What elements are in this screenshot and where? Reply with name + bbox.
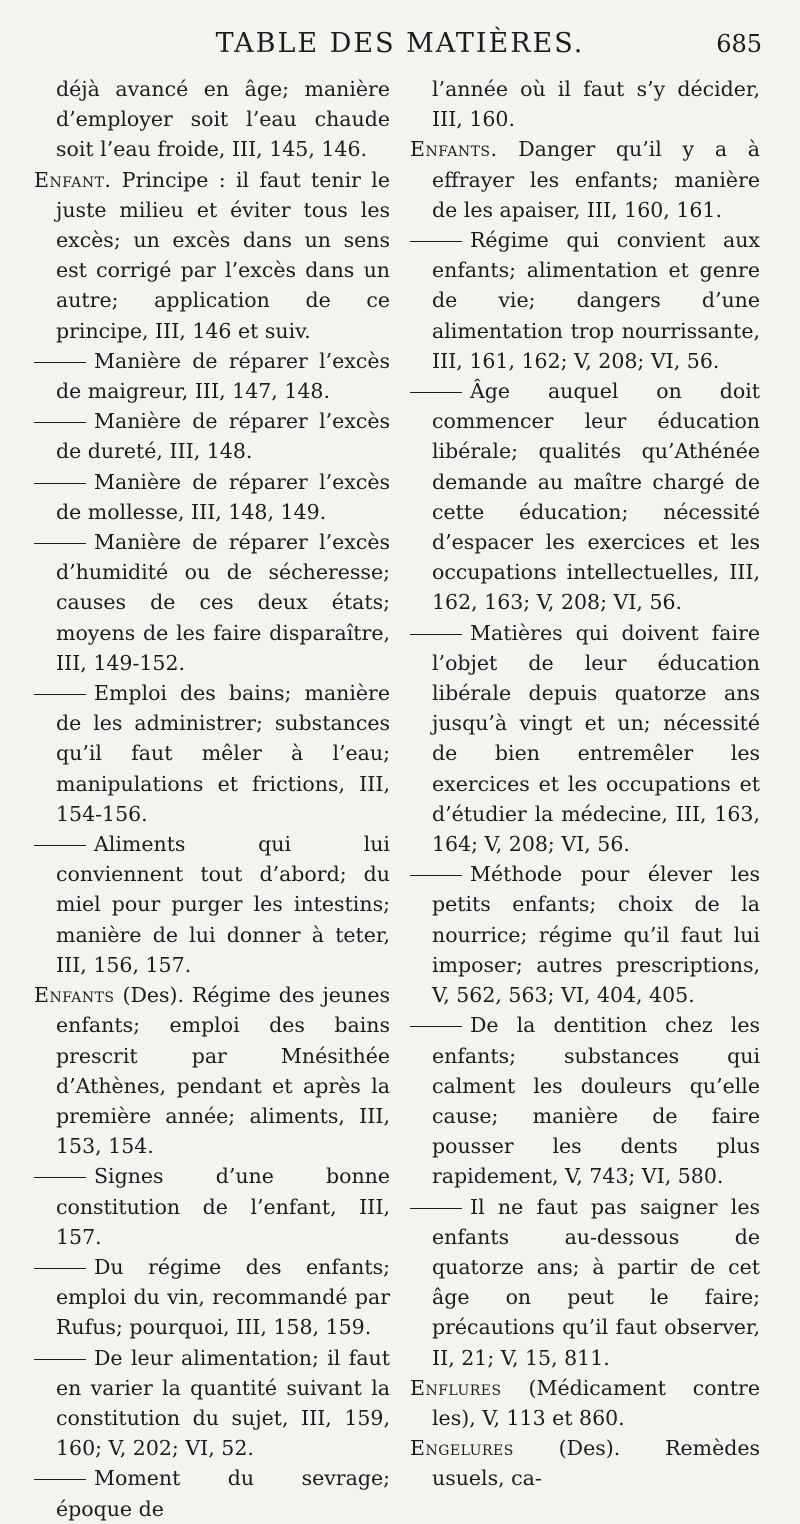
ditto-dash	[410, 241, 462, 242]
ditto-dash	[34, 483, 86, 484]
running-header	[0, 22, 800, 66]
ditto-dash	[34, 362, 86, 363]
headword: Enfants	[34, 983, 115, 1008]
ditto-dash	[410, 392, 462, 393]
index-subentry: Aliments qui lui conviennent tout d’abord; du miel pour purger les intestins; manière de lui donner à teter, III, 156, 157.	[34, 829, 390, 980]
page-number: 685	[716, 30, 762, 58]
index-subentry: Manière de réparer l’excès d’humidité ou de sécheresse; causes de ces deux états; moyens de les faire disparaître, III, 149-152.	[34, 527, 390, 678]
index-subentry: Il ne faut pas saigner les enfants au-dessous de quatorze ans; à partir de cet âge on peut le faire; précautions qu’il faut observer, II, 21; V, 15, 811.	[410, 1192, 760, 1373]
index-subentry: Âge auquel on doit commencer leur éducation libérale; qualités qu’Athénée demande au maître chargé de cette éducation; nécessité d’espacer les exercices et les occupations intellectuelles, III, 162, 163; V, 208; VI, 56.	[410, 376, 760, 618]
ditto-dash	[410, 875, 462, 876]
headword: Engelures	[410, 1436, 514, 1461]
ditto-dash	[410, 1208, 462, 1209]
headword: Enfants.	[410, 137, 498, 162]
index-subentry: Emploi des bains; manière de les administrer; substances qu’il faut mêler à l’eau; manipulations et frictions, III, 154-156.	[34, 678, 390, 829]
index-heading-entry: Enfant. Principe : il faut tenir le juste milieu et éviter tous les excès; un excès dans un sens est corrigé par l’excès dans un autre; application de ce principe, III, 146 et suiv.	[34, 167, 390, 343]
index-subentry: Manière de réparer l’excès de mollesse, III, 148, 149.	[34, 467, 390, 527]
ditto-dash	[410, 634, 462, 635]
headword: Enfant.	[34, 167, 112, 192]
index-subentry: Manière de réparer l’excès de maigreur, III, 147, 148.	[34, 346, 390, 406]
ditto-dash	[34, 422, 86, 423]
ditto-dash	[34, 845, 86, 846]
index-subentry: Signes d’une bonne constitution de l’enfant, III, 157.	[34, 1161, 390, 1252]
index-heading-entry: Enflures (Médicament contre les), V, 113 et 860.	[410, 1375, 760, 1430]
ditto-dash	[34, 543, 86, 544]
ditto-dash	[34, 1268, 86, 1269]
headword: Enflures	[410, 1375, 502, 1400]
index-subentry: Manière de réparer l’excès de dureté, III, 148.	[34, 406, 390, 466]
ditto-dash	[34, 1359, 86, 1360]
ditto-dash	[34, 694, 86, 695]
left-column	[34, 74, 390, 1524]
index-subentry: Régime qui convient aux enfants; alimentation et genre de vie; dangers d’une alimentation trop nourrissante, III, 161, 162; V, 208; VI, 56.	[410, 225, 760, 376]
index-subentry: Du régime des enfants; emploi du vin, recommandé par Rufus; pourquoi, III, 158, 159.	[34, 1252, 390, 1343]
ditto-dash	[410, 1026, 462, 1027]
index-heading-entry: Engelures (Des). Remèdes usuels, ca-	[410, 1436, 760, 1491]
index-subentry: Matières qui doivent faire l’objet de leur éducation libérale depuis quatorze ans jusqu’à vingt et un; nécessité de bien entremêler les exercices et les occupations et d’étudier la médecine, III, 163, 164; V, 208; VI, 56.	[410, 618, 760, 860]
index-heading-entry: Enfants. Danger qu’il y a à effrayer les enfants; manière de les apaiser, III, 160, 161.	[410, 137, 760, 222]
index-entry: l’année où il faut s’y décider, III, 160.	[432, 77, 760, 132]
index-subentry: Moment du sevrage; époque de	[34, 1463, 390, 1523]
index-entry: déjà avancé en âge; manière d’employer soit l’eau chaude soit l’eau froide, III, 145, 146.	[56, 77, 390, 162]
index-subentry: Méthode pour élever les petits enfants; choix de la nourrice; régime qu’il faut lui imposer; autres prescriptions, V, 562, 563; VI, 404, 405.	[410, 859, 760, 1010]
index-heading-entry: Enfants (Des). Régime des jeunes enfants; emploi des bains prescrit par Mnésithée d’Athènes, pendant et après la première année; aliments, III, 153, 154.	[34, 983, 390, 1159]
index-subentry: De leur alimentation; il faut en varier la quantité suivant la constitution du sujet, III, 159, 160; V, 202; VI, 52.	[34, 1343, 390, 1464]
index-subentry: De la dentition chez les enfants; substances qui calment les douleurs qu’elle cause; manière de faire pousser les dents plus rapidement, V, 743; VI, 580.	[410, 1010, 760, 1191]
ditto-dash	[34, 1479, 86, 1480]
right-column	[410, 74, 760, 1494]
page-title: TABLE DES MATIÈRES.	[215, 28, 585, 59]
ditto-dash	[34, 1177, 86, 1178]
